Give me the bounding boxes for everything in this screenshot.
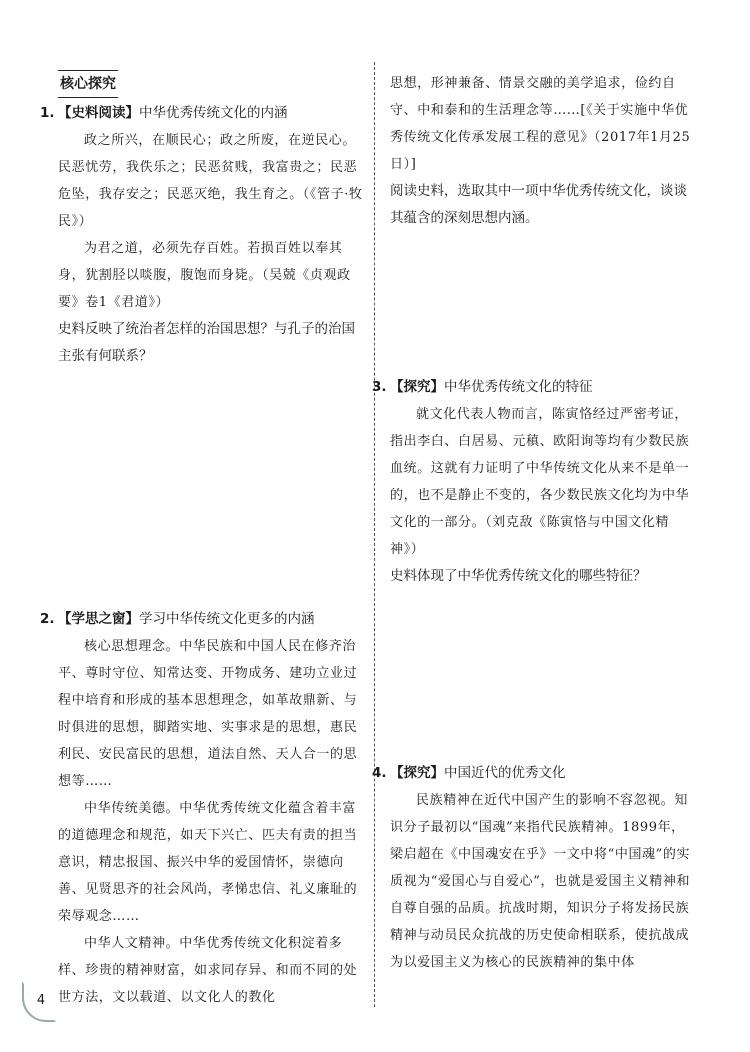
q3-source: 就文化代表人物而言，陈寅恪经过严密考证，指出李白、白居易、元稹、欧阳询等均有少数民族血统。这就有力证明了中华传统文化从来不是单一的，也不是静止不变的，各少数民族文化均为中华文化的一部分。（刘克敌《陈寅恪与中国文化精神》） bbox=[390, 407, 690, 557]
q3-number: 3. bbox=[372, 379, 387, 395]
right-top-block bbox=[390, 70, 694, 232]
q2-title: 学习中华传统文化更多的内涵 bbox=[139, 611, 315, 627]
q4-heading bbox=[372, 760, 694, 787]
q1-tag: 【史料阅读】 bbox=[58, 105, 139, 121]
q3-tag: 【探究】 bbox=[390, 379, 444, 395]
q4-tag: 【探究】 bbox=[390, 765, 444, 781]
column-divider bbox=[374, 62, 375, 1007]
q1-heading bbox=[40, 100, 364, 127]
section-title: 核心探究 bbox=[58, 70, 118, 98]
q2-number: 2. bbox=[40, 611, 55, 627]
q1-title: 中华优秀传统文化的内涵 bbox=[139, 105, 288, 121]
q1-question: 史料反映了统治者怎样的治国思想？与孔子的治国主张有何联系？ bbox=[58, 321, 355, 364]
q2-core-ideas: 核心思想理念。中华民族和中国人民在修齐治平、尊时守位、知常达变、开物成务、建功立业过程中培育和形成的基本思想理念，如革故鼎新、与时俱进的思想，脚踏实地、实事求是的思想，惠民利民、安民富民的思想，道法自然、天人合一的思想等…… bbox=[58, 639, 358, 789]
q1-number: 1. bbox=[40, 105, 55, 121]
q4-title: 中国近代的优秀文化 bbox=[444, 765, 566, 781]
q3-heading bbox=[372, 374, 694, 401]
question-1 bbox=[40, 100, 364, 370]
q2-tag: 【学思之窗】 bbox=[58, 611, 139, 627]
left-column bbox=[40, 70, 364, 370]
q3-title: 中华优秀传统文化的特征 bbox=[444, 379, 593, 395]
q4-source: 民族精神在近代中国产生的影响不容忽视。知识分子最初以“国魂”来指代民族精神。1899年，梁启超在《中国魂安在乎》一文中将“中国魂”的实质视为“爱国心与自爱心”，也就是爱国主义精神和自尊自强的品质。抗战时期，知识分子将发扬民族精神与动员民众抗战的历史使命相联系，使抗战成为以爱国主义为核心的民族精神的集中体 bbox=[390, 793, 691, 970]
q1-source-1: 政之所兴，在顺民心；政之所废，在逆民心。民恶忧劳，我佚乐之；民恶贫贱，我富贵之；民恶危坠，我存安之；民恶灭绝，我生育之。（《管子·牧民》） bbox=[58, 133, 363, 229]
q2-continuation: 思想，形神兼备、情景交融的美学追求，俭约自守、中和泰和的生活理念等……[《关于实施中华优秀传统文化传承发展工程的意见》（2017年1月25日）] bbox=[390, 76, 691, 172]
q2-humanism: 中华人文精神。中华优秀传统文化积淀着多样、珍贵的精神财富，如求同存异、和而不同的处世方法，文以载道、以文化人的教化 bbox=[58, 936, 358, 1005]
q4-number: 4. bbox=[372, 765, 387, 781]
page-number: 4 bbox=[36, 993, 46, 1008]
q1-source-2: 为君之道，必须先存百姓。若损百姓以奉其身，犹割胫以啖腹，腹饱而身毙。（吴兢《贞观政要》卷1《君道》） bbox=[58, 241, 351, 310]
q2-virtues: 中华传统美德。中华优秀传统文化蕴含着丰富的道德理念和规范，如天下兴亡、匹夫有责的担当意识，精忠报国、振兴中华的爱国情怀，崇德向善、见贤思齐的社会风尚，孝悌忠信、礼义廉耻的荣辱观念…… bbox=[58, 801, 358, 924]
question-3 bbox=[372, 374, 694, 590]
q2-heading bbox=[40, 606, 364, 633]
q3-question: 史料体现了中华优秀传统文化的哪些特征？ bbox=[390, 568, 647, 584]
question-4 bbox=[372, 760, 694, 976]
q2-question: 阅读史料，选取其中一项中华优秀传统文化，谈谈其蕴含的深刻思想内涵。 bbox=[390, 183, 687, 226]
question-2 bbox=[40, 606, 364, 1011]
